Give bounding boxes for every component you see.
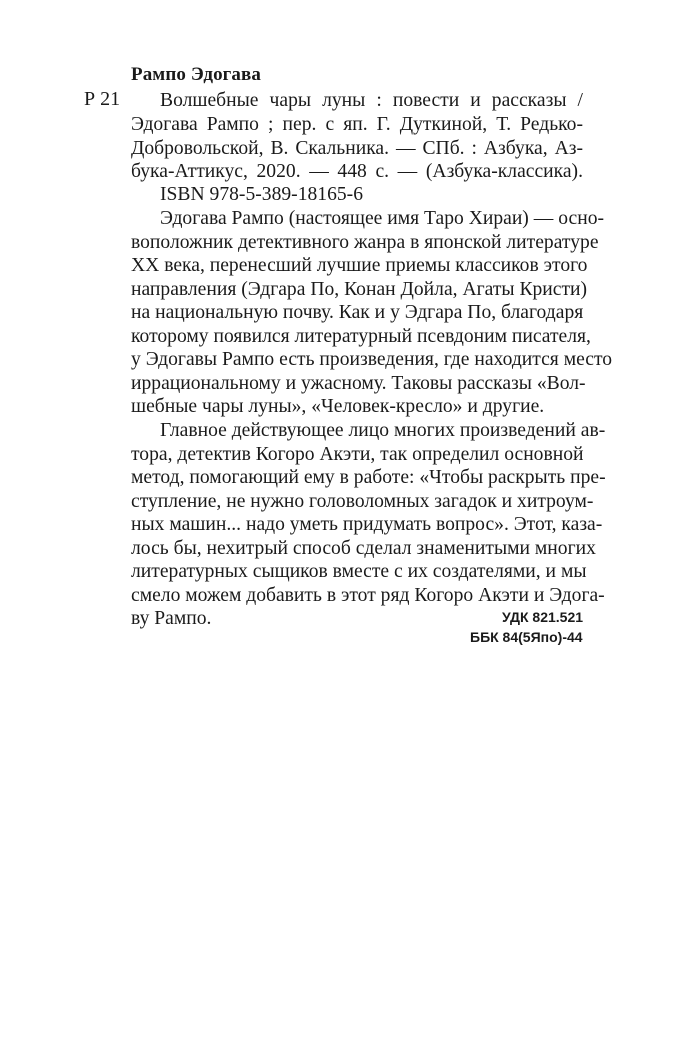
- annotation-line: Эдогава Рампо (настоящее имя Таро Хираи) — осно-: [160, 208, 605, 229]
- annotation-line: ступление, не нужно головоломных загадок и хитроум-: [131, 491, 594, 512]
- annotation-line: воположник детективного жанра в японской литературе: [131, 232, 599, 253]
- annotation-line: метод, помогающий ему в работе: «Чтобы раскрыть пре-: [131, 467, 606, 488]
- annotation-line: ных машин... надо уметь придумать вопрос». Этот, каза-: [131, 514, 603, 535]
- annotation-line: иррациональному и ужасному. Таковы рассказы «Вол-: [131, 373, 586, 394]
- author-heading: Рампо Эдогава: [131, 64, 261, 85]
- udk-code: УДК 821.521: [502, 609, 584, 625]
- bibliographic-line: Эдогава Рампо ; пер. с яп. Г. Дуткиной, Т. Редько-: [131, 114, 583, 135]
- bbk-code: ББК 84(5Япо)-44: [470, 629, 583, 645]
- annotation-line: шебные чары луны», «Человек-кресло» и другие.: [131, 396, 545, 417]
- annotation-line: на национальную почву. Как и у Эдгара По, благодаря: [131, 302, 584, 323]
- isbn: ISBN 978-5-389-18165-6: [160, 184, 363, 205]
- annotation-line: тора, детектив Когоро Акэти, так определил основной: [131, 444, 584, 465]
- library-code: Р 21: [84, 88, 121, 110]
- bibliographic-line: Волшебные чары луны : повести и рассказы /: [160, 90, 583, 111]
- bibliographic-line: бука-Аттикус, 2020. — 448 с. — (Азбука-классика).: [131, 161, 583, 182]
- annotation-line: лось бы, нехитрый способ сделал знаменитыми многих: [131, 538, 596, 559]
- annotation-line: у Эдогавы Рампо есть произведения, где находится место: [131, 349, 613, 370]
- annotation-line: ву Рампо.: [131, 608, 212, 629]
- annotation-line: литературных сыщиков вместе с их создателями, и мы: [131, 561, 587, 582]
- annotation-line: XX века, перенесший лучшие приемы классиков этого: [131, 255, 588, 276]
- annotation-line: которому появился литературный псевдоним писателя,: [131, 326, 591, 347]
- annotation-line: направления (Эдгара По, Конан Дойла, Агаты Кристи): [131, 279, 588, 300]
- annotation-line: Главное действующее лицо многих произведений ав-: [160, 420, 606, 441]
- annotation-line: смело можем добавить в этот ряд Когоро Акэти и Эдога-: [131, 585, 605, 606]
- bibliographic-line: Добровольской, В. Скальника. — СПб. : Азбука, Аз-: [131, 138, 583, 159]
